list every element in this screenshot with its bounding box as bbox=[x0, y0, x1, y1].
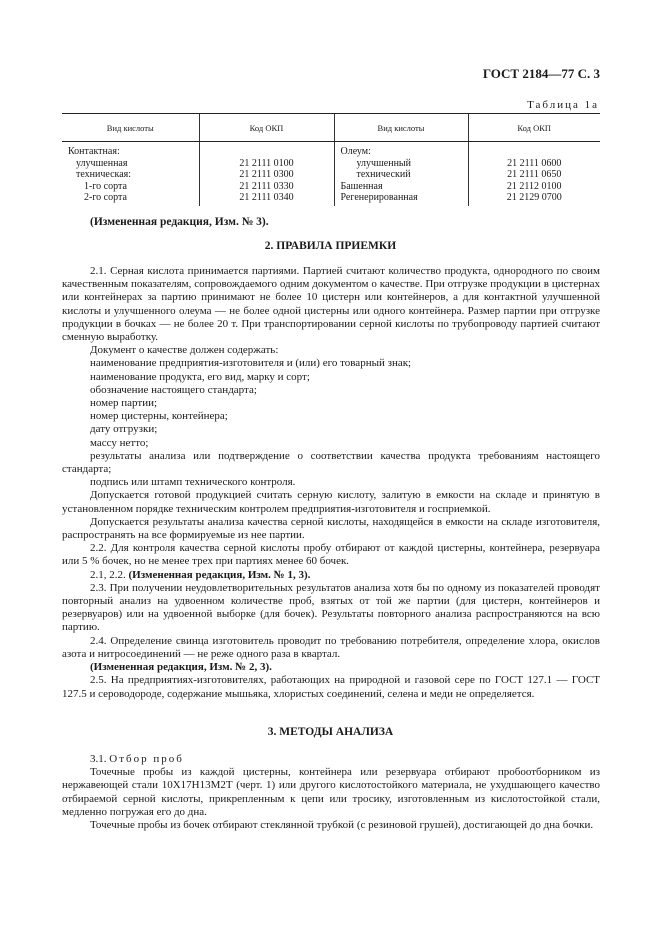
table-cell-text: 21 2112 0100 bbox=[506, 180, 562, 192]
table-cell-text: Регенерированная bbox=[340, 192, 418, 204]
list-item-signature: подпись или штамп технического контроля. bbox=[90, 476, 296, 489]
list-item: наименование продукта, его вид, марку и сорт; bbox=[90, 370, 310, 383]
list-item: номер партии; bbox=[90, 397, 158, 410]
edition-text: (Измененная редакция, Изм. № 1, 3). bbox=[128, 568, 311, 581]
paragraph-3-1-a: Точечные пробы из каждой цистерны, контейнера или резервуара отбирают пробоотборником из нержавеющей стали 10Х17Н13М2Т (черт. 1) или другого кислотостойкого материала, не ухудшающего качество отбираемой серной кислоты, прикрепленным к цепи или тросику, изготовленным из кислотостойкой стали, медленно погружая его до дна. bbox=[62, 766, 600, 818]
table-caption: Таблица 1а bbox=[527, 99, 599, 111]
table-cell-text: улучшенная bbox=[76, 157, 128, 169]
section-2-title: 2. ПРАВИЛА ПРИЕМКИ bbox=[264, 240, 397, 252]
table-cell-text: Башенная bbox=[340, 180, 383, 192]
edition-nums: 2.1, 2.2. bbox=[90, 568, 126, 581]
table-cell-text: 21 2111 0100 bbox=[239, 157, 294, 169]
table-cell-text: 21 2129 0700 bbox=[506, 192, 562, 204]
table-header-cell: Вид кислоты bbox=[62, 114, 199, 142]
subsection-number: 3.1. bbox=[90, 753, 107, 765]
list-item: дату отгрузки; bbox=[90, 423, 158, 436]
edition-note: (Измененная редакция, Изм. № 3). bbox=[90, 216, 269, 228]
left-types-cell bbox=[62, 142, 199, 206]
table-header-cell: Код ОКП bbox=[199, 114, 334, 142]
table-cell-text bbox=[469, 146, 601, 158]
list-item: номер цистерны, контейнера; bbox=[90, 410, 228, 423]
paragraph-2-1: 2.1. Серная кислота принимается партиями. Партией считают количество продукта, однородного по своим качественным показателям, сопровождаемого одним документом о качестве. При отгрузке продукции в цистернах или контейнерах за партию принимают не более 10 цистерн или контейнеров, а для контактной улучшенной кислоты и улучшенного олеума — не более одной цистерны или одного контейнера. Размер партии при отгрузке продукции в бочках — не более 20 т. При транспортировании серной кислоты по трубопроводу партией считают сменную выработку. bbox=[62, 265, 600, 344]
right-types-cell bbox=[334, 142, 468, 206]
okp-table bbox=[62, 113, 600, 206]
subsection-3-1-heading bbox=[62, 753, 600, 766]
list-item: массу нетто; bbox=[90, 436, 149, 449]
table-cell-text: 21 2111 0600 bbox=[507, 157, 562, 169]
table-cell-text: технический bbox=[356, 169, 411, 181]
left-codes-cell bbox=[199, 142, 334, 206]
list-item: обозначение настоящего стандарта; bbox=[90, 383, 257, 396]
list-item: наименование предприятия-изготовителя и (или) его товарный знак; bbox=[90, 357, 412, 370]
edition-note: (Измененная редакция, Изм. № 2, 3). bbox=[90, 661, 272, 674]
section-3-body bbox=[62, 753, 600, 832]
page-header: ГОСТ 2184—77 С. 3 bbox=[482, 66, 600, 81]
table-cell-text: 21 2111 0330 bbox=[239, 180, 294, 192]
table-cell-text: 1-го сорта bbox=[84, 180, 127, 192]
table-cell-text: 21 2111 0300 bbox=[239, 169, 294, 181]
edition-note bbox=[62, 569, 600, 582]
table-header-cell: Код ОКП bbox=[468, 114, 600, 142]
doc-intro: Документ о качестве должен содержать: bbox=[90, 344, 279, 357]
subsection-title: Отбор проб bbox=[109, 753, 184, 765]
section-2-body bbox=[62, 265, 600, 701]
table-cell-text: Олеум: bbox=[340, 146, 371, 157]
paragraph-2-3: 2.3. При получении неудовлетворительных результатов анализа хотя бы по одному из показателей проводят повторный анализ на удвоенном количестве проб, взятых от той же партии (для цистерн, контейнеров и резервуаров) или на удвоенной выборке (для бочек). Результаты повторного анализа распространяются на всю партию. bbox=[62, 581, 600, 634]
table-cell-text: Контактная: bbox=[68, 146, 120, 157]
section-3-title: 3. МЕТОДЫ АНАЛИЗА bbox=[267, 726, 394, 738]
paragraph-2-4: 2.4. Определение свинца изготовитель проводит по требованию потребителя, определение хлора, окислов азота и нитросоединений — не реже одного раза в квартал. bbox=[62, 634, 600, 660]
table-cell-text: 2-го сорта bbox=[84, 192, 127, 204]
table-cell-text: техническая: bbox=[76, 169, 132, 181]
table-cell-text bbox=[200, 146, 334, 158]
table-header-cell: Вид кислоты bbox=[334, 114, 468, 142]
right-codes-cell bbox=[468, 142, 600, 206]
paragraph-ready-product: Допускается готовой продукцией считать серную кислоту, залитую в емкости на складе и принятую в установленном порядке техническим контролем предприятия-изготовителя и госприемкой. bbox=[62, 489, 600, 515]
paragraph-3-1-b: Точечные пробы из бочек отбирают стеклянной трубкой (с резиновой грушей), достигающей до дна бочки. bbox=[90, 819, 594, 832]
table-cell-text: улучшенный bbox=[356, 157, 411, 169]
table-cell-text: 21 2111 0650 bbox=[507, 169, 562, 181]
paragraph-results-spread: Допускается результаты анализа качества серной кислоты, находящейся в емкости на складе изготовителя, распространять на все формируемые из нее партии. bbox=[62, 515, 600, 542]
list-item-results: результаты анализа или подтверждение о соответствии качества продукта требованиям настоящего стандарта; bbox=[62, 449, 600, 476]
paragraph-2-5: 2.5. На предприятиях-изготовителях, работающих на природной и газовой сере по ГОСТ 127.1 — ГОСТ 127.5 и сероводороде, содержание мышьяка, хлористых соединений, селена и меди не определяется. bbox=[62, 674, 600, 700]
paragraph-2-2: 2.2. Для контроля качества серной кислоты пробу отбирают от каждой цистерны, контейнера, резервуара или 5 % бочек, но не менее трех при партиях менее 60 бочек. bbox=[62, 542, 600, 568]
table-cell-text: 21 2111 0340 bbox=[239, 192, 294, 204]
